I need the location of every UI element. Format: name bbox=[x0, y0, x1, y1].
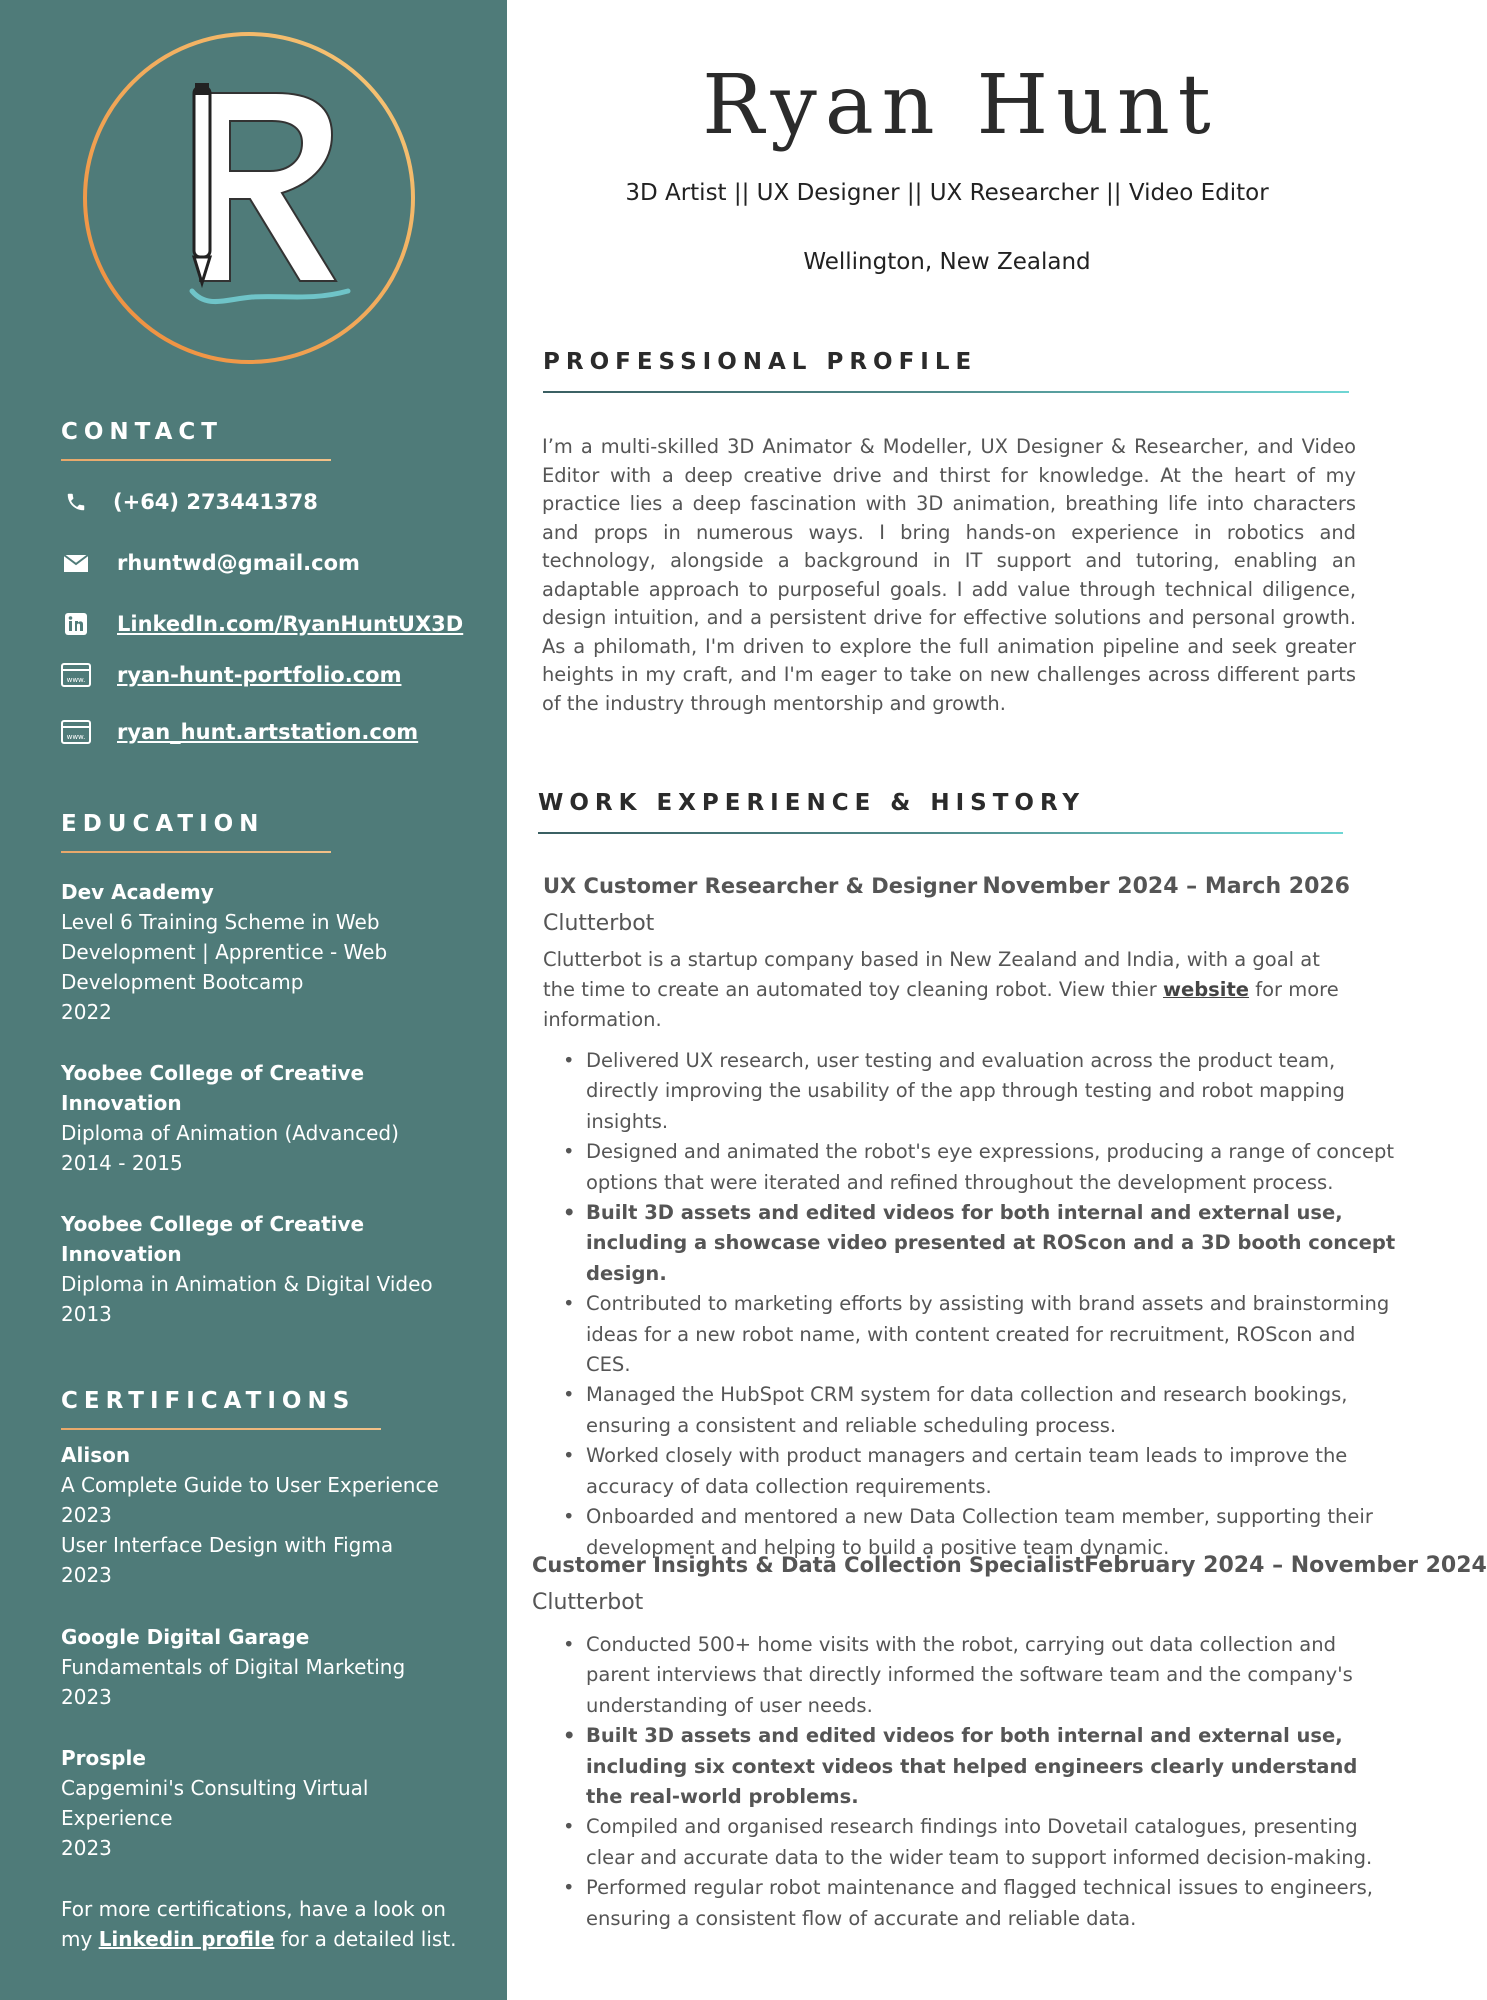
job-title: UX Customer Researcher & Designer bbox=[543, 874, 978, 898]
pen-r-logo bbox=[82, 31, 416, 365]
portfolio-link[interactable]: ryan-hunt-portfolio.com bbox=[117, 663, 402, 687]
contact-divider bbox=[61, 459, 331, 461]
institution-name: Innovation bbox=[61, 1242, 182, 1266]
contact-email[interactable] bbox=[61, 548, 360, 578]
job-roles: 3D Artist || UX Designer || UX Researcher || Video Editor bbox=[625, 180, 1269, 206]
list-item: • Built 3D assets and edited videos for both internal and external use, including six context videos that helped engineers clearly understand the real-world problems. bbox=[543, 1721, 1383, 1812]
svg-text:www.: www. bbox=[66, 733, 86, 741]
company-name: Clutterbot bbox=[543, 911, 655, 936]
qualification-line: Level 6 Training Scheme in Web bbox=[61, 910, 380, 934]
education-year: 2022 bbox=[61, 1000, 112, 1024]
provider-name: Alison bbox=[61, 1443, 131, 1467]
job-header bbox=[543, 874, 1350, 899]
contact-phone bbox=[61, 487, 318, 517]
institution-name: Dev Academy bbox=[61, 880, 214, 904]
certification-year: 2023 bbox=[61, 1836, 112, 1860]
profile-text: I’m a multi-skilled 3D Animator & Modeller, UX Designer & Researcher, and Video Editor with a deep creative drive and thirst for knowledge. At the heart of my practice lies a deep fascination with 3D animation, breathing life into characters and props in numerous ways. I bring hands-on experience in robotics and technology, alongside a background in IT support and tutoring, enabling an adaptable approach to purposeful goals. I add value through technical diligence, design intuition, and a persistent drive for effective solutions and personal growth. As a philomath, I'm driven to explore the full animation pipeline and seek greater heights in my craft, and I'm eager to take on new challenges across different parts of the industry through mentorship and growth. bbox=[542, 435, 1356, 715]
description-text: for more information. bbox=[543, 978, 1339, 1031]
education-heading: EDUCATION bbox=[61, 811, 265, 837]
location: Wellington, New Zealand bbox=[803, 249, 1091, 275]
education-year: 2013 bbox=[61, 1302, 112, 1326]
qualification-line: Diploma in Animation & Digital Video bbox=[61, 1272, 433, 1296]
education-divider bbox=[61, 851, 331, 853]
job-header bbox=[532, 1553, 1487, 1578]
note-text: For more certifications, have a look on bbox=[61, 1897, 446, 1921]
certification-line: User Interface Design with Figma bbox=[61, 1533, 394, 1557]
contact-artstation[interactable] bbox=[61, 717, 418, 747]
website-link[interactable]: website bbox=[1162, 978, 1250, 1001]
job-dates: November 2024 – March 2026 bbox=[982, 874, 1350, 899]
job-title: Customer Insights & Data Collection Specialist bbox=[532, 1553, 1085, 1577]
institution-name: Innovation bbox=[61, 1091, 182, 1115]
web-icon bbox=[61, 717, 91, 747]
profile-heading: PROFESSIONAL PROFILE bbox=[543, 349, 978, 375]
contact-heading: CONTACT bbox=[61, 419, 223, 445]
certification-line: Fundamentals of Digital Marketing bbox=[61, 1655, 406, 1679]
job-bullets bbox=[543, 1630, 1383, 1934]
list-item: • Worked closely with product managers and certain team leads to improve the accuracy of data collection requirements. bbox=[543, 1441, 1403, 1502]
svg-text:www.: www. bbox=[66, 676, 86, 684]
list-item: • Compiled and organised research findings into Dovetail catalogues, presenting clear and accurate data to the wider team to support informed decision-making. bbox=[543, 1812, 1383, 1873]
education-entry bbox=[61, 1209, 491, 1329]
institution-name: Yoobee College of Creative bbox=[61, 1061, 365, 1085]
contact-portfolio[interactable] bbox=[61, 660, 401, 690]
certification-year: 2023 bbox=[61, 1563, 112, 1587]
qualification-line: Development | Apprentice - Web bbox=[61, 940, 388, 964]
list-item: • Contributed to marketing efforts by assisting with brand assets and brainstorming ideas for a new robot name, with content created for recruitment, ROScon and CES. bbox=[543, 1289, 1403, 1380]
education-entry bbox=[61, 1058, 481, 1178]
certification-entry bbox=[61, 1440, 491, 1590]
description-text: Clutterbot is a startup company based in New Zealand and India, with a goal at the time to create an automated toy cleaning robot. View thier bbox=[543, 948, 1320, 1001]
certification-line: Experience bbox=[61, 1806, 173, 1830]
provider-name: Prosple bbox=[61, 1746, 146, 1770]
provider-name: Google Digital Garage bbox=[61, 1625, 310, 1649]
certification-entry bbox=[61, 1743, 491, 1863]
certification-year: 2023 bbox=[61, 1685, 112, 1709]
sidebar bbox=[0, 0, 507, 2000]
linkedin-link[interactable]: LinkedIn.com/RyanHuntUX3D bbox=[117, 612, 464, 636]
qualification-line: Development Bootcamp bbox=[61, 970, 304, 994]
list-item: • Performed regular robot maintenance and flagged technical issues to engineers, ensuring a consistent flow of accurate and reliable data. bbox=[543, 1873, 1383, 1934]
job-dates: February 2024 – November 2024 bbox=[1084, 1553, 1487, 1578]
list-item: • Onboarded and mentored a new Data Collection team member, supporting their development and helping to build a positive team dynamic. bbox=[543, 1502, 1403, 1563]
profile-divider bbox=[543, 391, 1349, 393]
artstation-link[interactable]: ryan_hunt.artstation.com bbox=[117, 720, 419, 744]
job-description bbox=[543, 945, 1353, 1035]
list-item: • Built 3D assets and edited videos for both internal and external use, including a showcase video presented at ROScon and a 3D booth concept design. bbox=[543, 1198, 1403, 1289]
web-icon bbox=[61, 660, 91, 690]
company-name: Clutterbot bbox=[532, 1590, 644, 1615]
certification-line: A Complete Guide to User Experience bbox=[61, 1473, 439, 1497]
linkedin-icon bbox=[61, 609, 91, 639]
list-item: • Delivered UX research, user testing and evaluation across the product team, directly improving the usability of the app through testing and robot mapping insights. bbox=[543, 1046, 1403, 1137]
work-divider bbox=[538, 832, 1343, 834]
list-item: • Managed the HubSpot CRM system for data collection and research bookings, ensuring a consistent and reliable scheduling process. bbox=[543, 1380, 1403, 1441]
candidate-name: Ryan Hunt bbox=[702, 58, 1219, 153]
certifications-note bbox=[61, 1894, 491, 1954]
email-address[interactable]: rhuntwd@gmail.com bbox=[117, 551, 360, 575]
certifications-heading: CERTIFICATIONS bbox=[61, 1388, 356, 1414]
contact-section bbox=[61, 419, 331, 461]
contact-linkedin[interactable] bbox=[61, 609, 463, 639]
list-item: • Conducted 500+ home visits with the robot, carrying out data collection and parent interviews that directly informed the software team and the company's understanding of user needs. bbox=[543, 1630, 1383, 1721]
certification-year: 2023 bbox=[61, 1503, 112, 1527]
email-icon bbox=[61, 548, 91, 578]
phone-icon bbox=[61, 487, 91, 517]
certifications-section bbox=[61, 1388, 381, 1430]
education-section bbox=[61, 811, 331, 853]
certification-line: Capgemini's Consulting Virtual bbox=[61, 1776, 369, 1800]
education-entry bbox=[61, 877, 481, 1027]
work-heading: WORK EXPERIENCE & HISTORY bbox=[538, 790, 1086, 816]
certification-entry bbox=[61, 1622, 491, 1712]
list-item: • Designed and animated the robot's eye expressions, producing a range of concept options that were iterated and refined throughout the development process. bbox=[543, 1137, 1403, 1198]
qualification-line: Diploma of Animation (Advanced) bbox=[61, 1121, 399, 1145]
certifications-divider bbox=[61, 1428, 381, 1430]
linkedin-profile-link[interactable]: Linkedin profile bbox=[98, 1927, 275, 1951]
note-text: my bbox=[61, 1927, 99, 1951]
job-bullets bbox=[543, 1046, 1403, 1563]
note-text: for a detailed list. bbox=[274, 1927, 457, 1951]
phone-number: (+64) 273441378 bbox=[113, 490, 318, 514]
institution-name: Yoobee College of Creative bbox=[61, 1212, 365, 1236]
education-year: 2014 - 2015 bbox=[61, 1151, 183, 1175]
